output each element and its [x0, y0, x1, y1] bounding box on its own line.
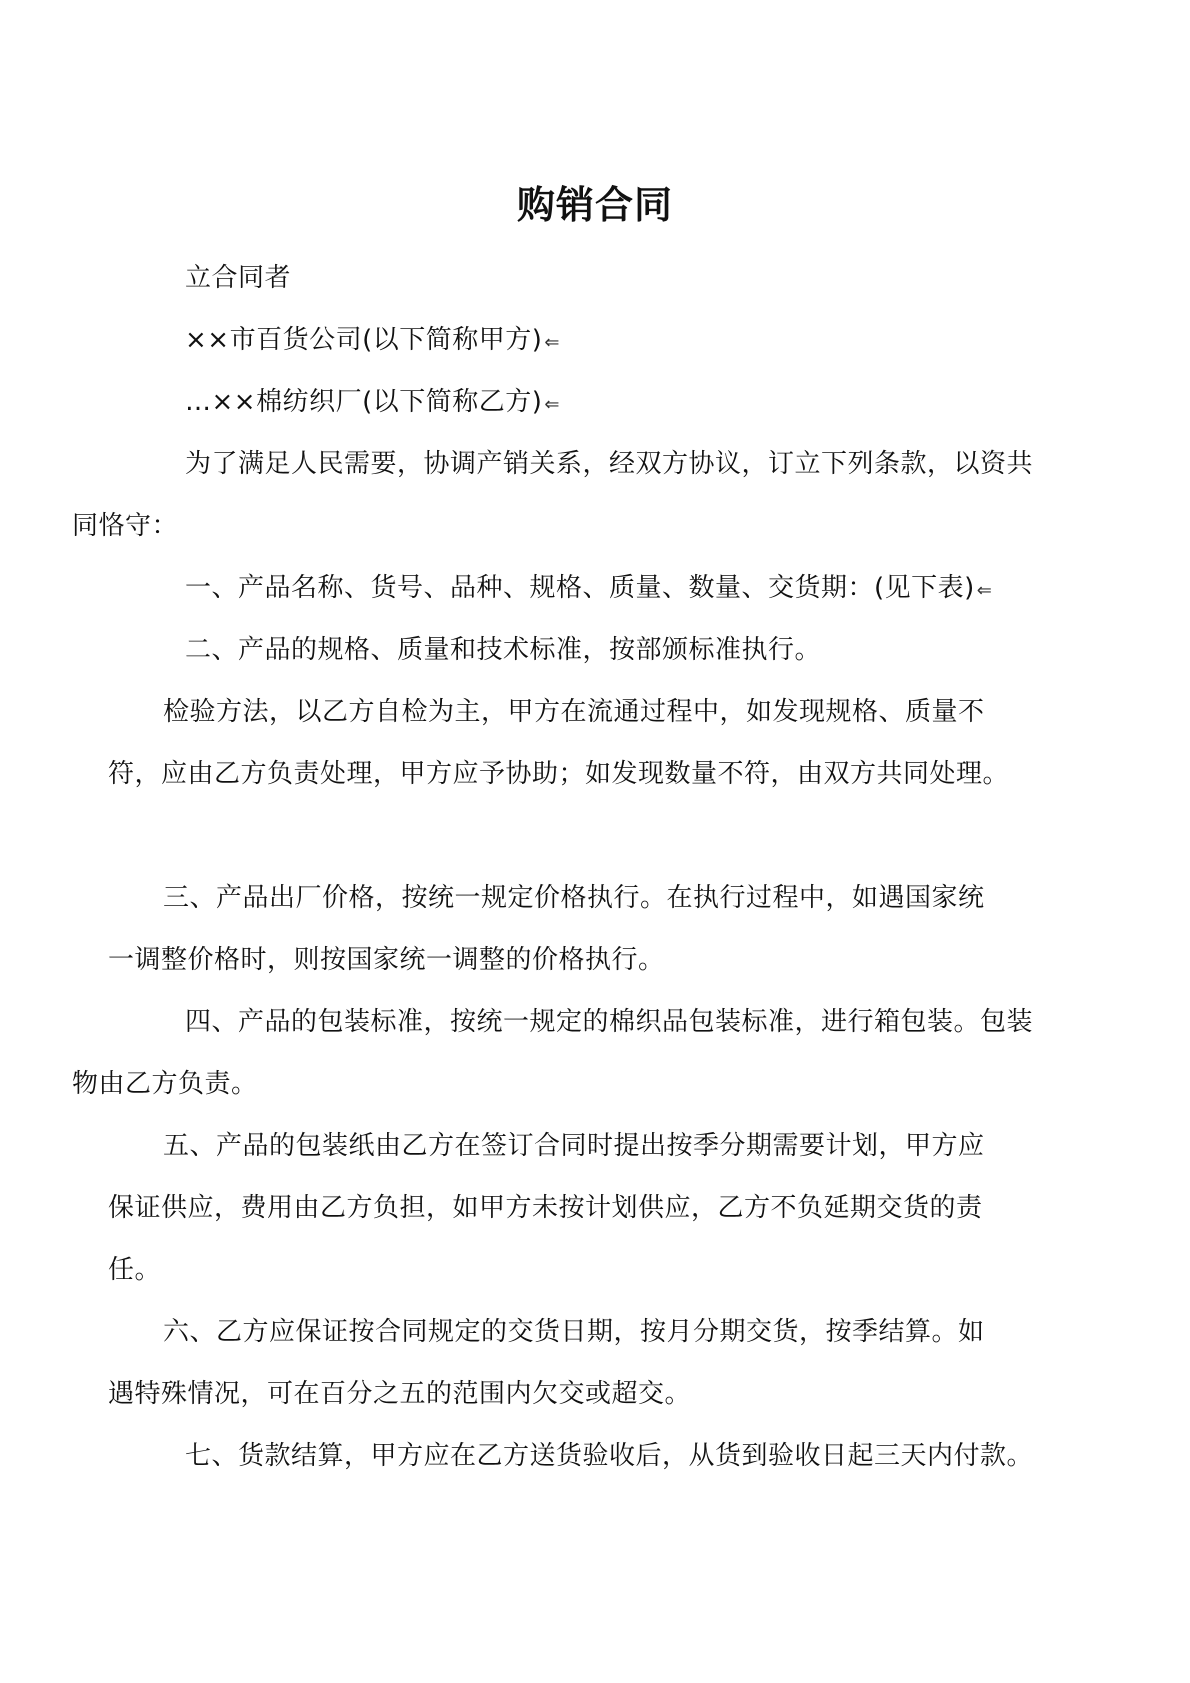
- text-line-clause-4-1: 四、产品的包装标准，按统一规定的棉织品包装标准，进行箱包装。包装: [185, 1007, 1034, 1037]
- text-line-clause-6-1: 六、乙方应保证按合同规定的交货日期，按月分期交货，按季结算。如: [163, 1317, 985, 1347]
- text-line-preamble-2: 同恪守：: [72, 511, 179, 541]
- document-title: 购销合同: [516, 183, 673, 227]
- text-line-clause-5-1: 五、产品的包装纸由乙方在签订合同时提出按季分期需要计划，甲方应: [163, 1131, 985, 1161]
- text-line-clause-5-2: 保证供应，费用由乙方负担，如甲方未按计划供应，乙方不负延期交货的责: [108, 1193, 983, 1223]
- text-line-clause-5-3: 任。: [108, 1255, 162, 1285]
- paragraph-mark-icon: ⇐: [544, 332, 560, 353]
- paragraph-mark-icon: ⇐: [976, 580, 993, 601]
- text-line-party-b: …××棉纺织厂(以下简称乙方) ⇐: [185, 387, 560, 417]
- text-line-parties-heading: 立合同者: [185, 263, 292, 293]
- text-line-clause-7: 七、货款结算，甲方应在乙方送货验收后，从货到验收日起三天内付款。: [185, 1441, 1034, 1471]
- text-line-party-a: ××市百货公司(以下简称甲方) ⇐: [185, 325, 560, 355]
- text-line-clause-3-1: 三、产品出厂价格，按统一规定价格执行。在执行过程中，如遇国家统: [163, 883, 985, 913]
- paragraph-mark-icon: ⇐: [544, 394, 560, 415]
- text-line-inspection-1: 检验方法，以乙方自检为主，甲方在流通过程中，如发现规格、质量不: [163, 697, 985, 727]
- text-line-clause-6-2: 遇特殊情况，可在百分之五的范围内欠交或超交。: [108, 1379, 692, 1409]
- text-line-clause-1: 一、产品名称、货号、品种、规格、质量、数量、交货期：(见下表) ⇐: [185, 573, 993, 603]
- text-line-clause-3-2: 一调整价格时，则按国家统一调整的价格执行。: [108, 945, 665, 975]
- text-line-clause-4-2: 物由乙方负责。: [72, 1069, 258, 1099]
- text-line-inspection-2: 符，应由乙方负责处理，甲方应予协助；如发现数量不符，由双方共同处理。: [108, 759, 1010, 789]
- text-line-clause-2: 二、产品的规格、质量和技术标准，按部颁标准执行。: [185, 635, 822, 665]
- text-line-preamble-1: 为了满足人民需要，协调产销关系，经双方协议，订立下列条款，以资共: [185, 449, 1034, 479]
